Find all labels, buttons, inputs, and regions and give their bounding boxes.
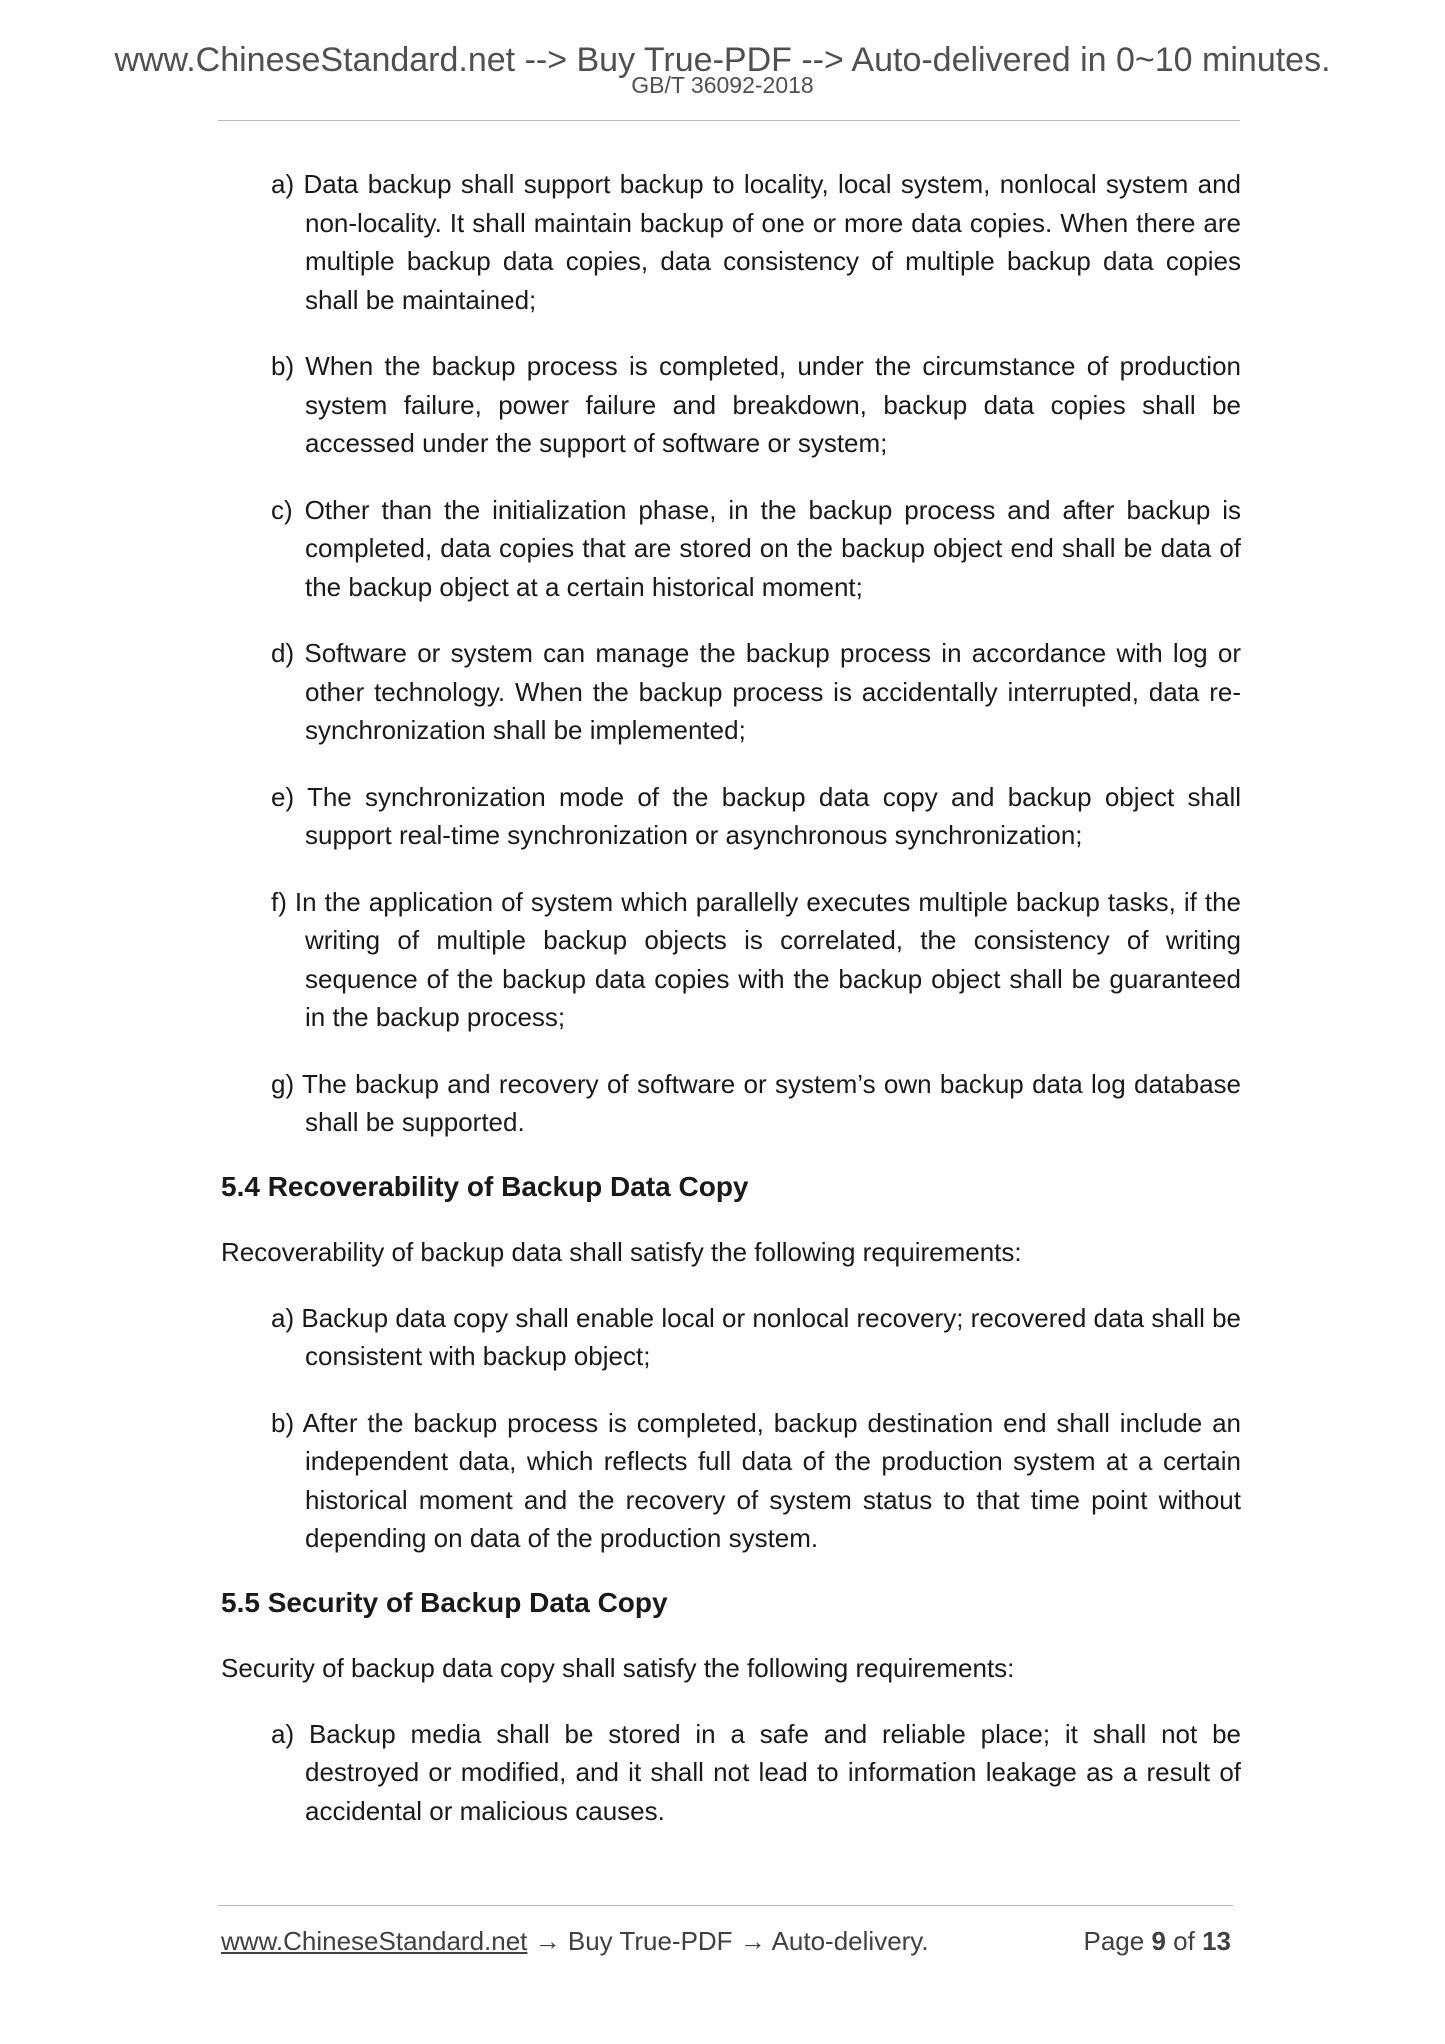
section-intro-5-4: Recoverability of backup data shall satisfy the following requirements: bbox=[221, 1236, 1022, 1267]
list-item: a) Backup media shall be stored in a safe and reliable place; it shall not be destroyed or modified, and it shall not lead to information leakage as a result of accidental or malicious causes. bbox=[271, 1718, 1241, 1826]
section-heading-5-5: 5.5 Security of Backup Data Copy bbox=[221, 1586, 668, 1618]
section-heading-5-4: 5.4 Recoverability of Backup Data Copy bbox=[221, 1170, 749, 1202]
document-body bbox=[221, 165, 1241, 1858]
section-intro-5-5: Security of backup data copy shall satisfy the following requirements: bbox=[221, 1652, 1015, 1683]
list-item: a) Backup data copy shall enable local or nonlocal recovery; recovered data shall be consistent with backup object; bbox=[271, 1302, 1241, 1371]
page-label: Page bbox=[1083, 1926, 1145, 1956]
list-item: c) Other than the initialization phase, in the backup process and after backup is completed, data copies that are stored on the backup object end shall be data of the backup object at a certain historical moment; bbox=[271, 494, 1241, 602]
site-banner: www.ChineseStandard.net --> Buy True-PDF --> Auto-delivered in 0~10 minutes. bbox=[114, 41, 1331, 79]
list-item: b) When the backup process is completed, under the circumstance of production system failure, power failure and breakdown, backup data copies shall be accessed under the support of software or system; bbox=[271, 351, 1241, 458]
footer-site-link[interactable]: www.ChineseStandard.net bbox=[221, 1926, 528, 1956]
list-item: b) After the backup process is completed, backup destination end shall include an independent data, which reflects full data of the production system at a certain historical moment and the recovery of system status to that time point without depending on data of the production system. bbox=[271, 1407, 1241, 1553]
of-label: of bbox=[1173, 1926, 1195, 1956]
list-item: g) The backup and recovery of software or system’s own backup data log database shall be supported. bbox=[271, 1068, 1241, 1137]
page-indicator bbox=[1083, 1924, 1231, 1958]
footer-tagline: → Buy True-PDF → Auto-delivery. bbox=[527, 1926, 929, 1956]
list-item: e) The synchronization mode of the backup data copy and backup object shall support real-time synchronization or asynchronous synchronization; bbox=[271, 781, 1241, 850]
standard-code: GB/T 36092-2018 bbox=[631, 72, 814, 98]
list-item: d) Software or system can manage the backup process in accordance with log or other technology. When the backup process is accidentally interrupted, data re-synchronization shall be implemented; bbox=[271, 638, 1241, 745]
page-footer bbox=[221, 1924, 1231, 1958]
header-divider bbox=[218, 120, 1240, 121]
total-pages-number: 13 bbox=[1202, 1926, 1231, 1956]
list-item: f) In the application of system which parallelly executes multiple backup tasks, if the writing of multiple backup objects is correlated, the consistency of writing sequence of the backup data copies with the backup object shall be guaranteed in the backup process; bbox=[271, 886, 1241, 1032]
current-page-number: 9 bbox=[1151, 1926, 1166, 1956]
list-item: a) Data backup shall support backup to locality, local system, nonlocal system and non-locality. It shall maintain backup of one or more data copies. When there are multiple backup data copies, data consistency of multiple backup data copies shall be maintained; bbox=[271, 169, 1241, 315]
footer-divider bbox=[218, 1905, 1233, 1906]
